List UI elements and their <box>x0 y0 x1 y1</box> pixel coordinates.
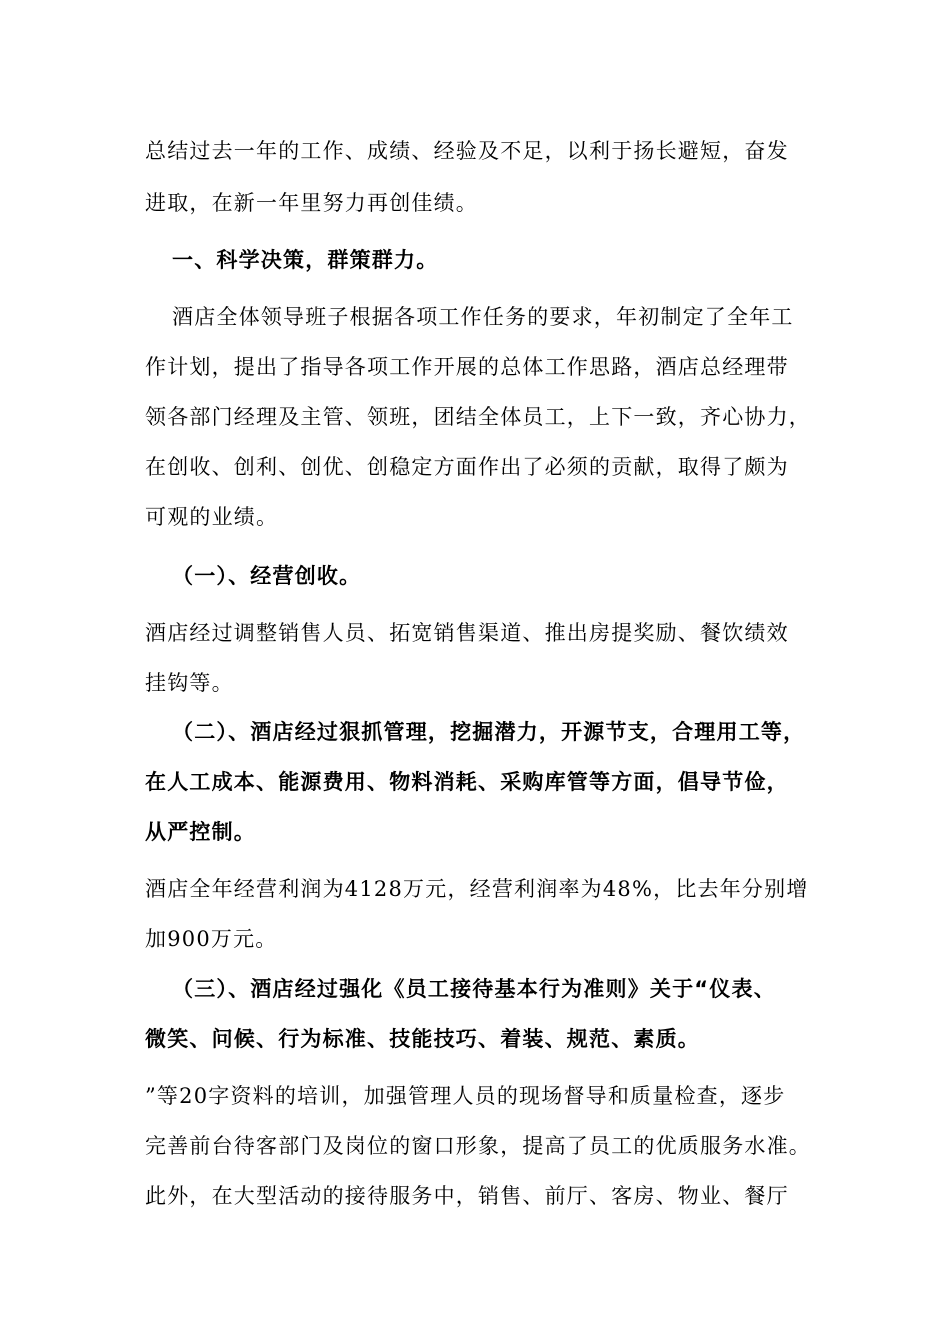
subsection-heading-3-line-1: （三）、酒店经过强化《员工接待基本行为准则》关于“仪表、 <box>172 977 776 1001</box>
paragraph-line-6: 在创收、创利、创优、创稳定方面作出了必须的贡献，取得了颇为 <box>145 455 789 479</box>
subsection-heading-3-line-2: 微笑、问候、行为标准、技能技巧、着装、规范、素质。 <box>145 1027 700 1051</box>
paragraph-line-14: 此外，在大型活动的接待服务中，销售、前厅、客房、物业、餐厅 <box>145 1184 789 1208</box>
paragraph-line-2: 进取，在新一年里努力再创佳绩。 <box>145 191 478 215</box>
paragraph-line-5: 领各部门经理及主管、领班，团结全体员工，上下一致，齐心协力， <box>145 405 811 429</box>
paragraph-line-11: 加900万元。 <box>145 927 278 951</box>
subsection-heading-2-line-1: （二）、酒店经过狠抓管理，挖掘潜力，开源节支，合理用工等， <box>172 720 806 744</box>
subsection-heading-1: （一）、经营创收。 <box>172 564 362 588</box>
paragraph-line-3: 酒店全体领导班子根据各项工作任务的要求，年初制定了全年工 <box>172 305 794 329</box>
paragraph-line-12: ”等20字资料的培训，加强管理人员的现场督导和质量检查，逐步 <box>145 1084 786 1108</box>
paragraph-line-9: 挂钩等。 <box>145 671 234 695</box>
paragraph-line-8: 酒店经过调整销售人员、拓宽销售渠道、推出房提奖励、餐饮绩效 <box>145 621 789 645</box>
subsection-heading-2-line-2: 在人工成本、能源费用、物料消耗、采购库管等方面，倡导节俭， <box>145 770 789 794</box>
paragraph-line-10: 酒店全年经营利润为4128万元，经营利润率为48%，比去年分别增 <box>145 877 809 901</box>
subsection-heading-2-line-3: 从严控制。 <box>145 820 256 844</box>
paragraph-line-13: 完善前台待客部门及岗位的窗口形象，提高了员工的优质服务水准。 <box>145 1134 811 1158</box>
paragraph-line-4: 作计划，提出了指导各项工作开展的总体工作思路，酒店总经理带 <box>145 355 789 379</box>
section-heading-1: 一、科学决策，群策群力。 <box>172 248 439 272</box>
paragraph-line-7: 可观的业绩。 <box>145 505 279 529</box>
paragraph-line-1: 总结过去一年的工作、成绩、经验及不足，以利于扬长避短，奋发 <box>145 139 789 163</box>
